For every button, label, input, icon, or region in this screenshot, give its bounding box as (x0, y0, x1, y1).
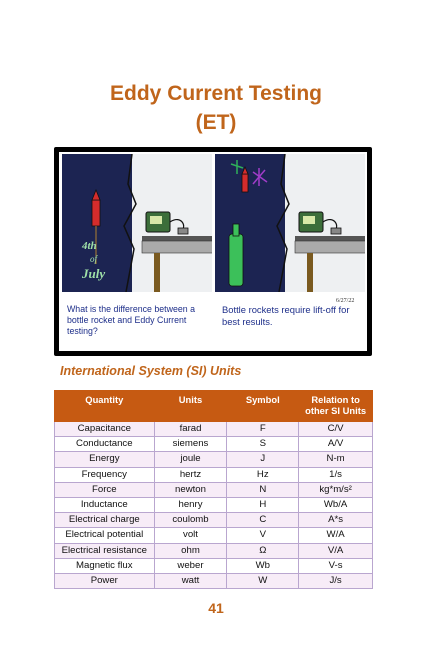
comic-panel-1 (62, 154, 212, 292)
cell-relation: N-m (299, 452, 373, 467)
cell-symbol: S (227, 437, 299, 452)
table-row (55, 558, 373, 573)
cell-symbol: Wb (227, 558, 299, 573)
cell-unit: joule (154, 452, 227, 467)
table-row (55, 422, 373, 437)
panel-2-caption: Bottle rockets require lift-off for best results. (222, 304, 350, 327)
cell-quantity: Frequency (55, 467, 155, 482)
cell-symbol: H (227, 497, 299, 512)
cell-unit: weber (154, 558, 227, 573)
table-row (55, 513, 373, 528)
cell-symbol: Hz (227, 467, 299, 482)
cell-relation: 1/s (299, 467, 373, 482)
cell-unit: siemens (154, 437, 227, 452)
comic-strip (54, 147, 372, 356)
cell-relation: V/A (299, 543, 373, 558)
cell-symbol: C (227, 513, 299, 528)
bottle-icon (229, 224, 243, 286)
table-row (55, 482, 373, 497)
cell-quantity: Electrical potential (55, 528, 155, 543)
page-subtitle: (ET) (195, 111, 237, 134)
cell-quantity: Electrical charge (55, 513, 155, 528)
table-header-row (55, 391, 373, 422)
header-units: Units (154, 391, 227, 422)
bottle-rocket-icon (92, 190, 100, 264)
svg-text:of: of (90, 254, 98, 264)
header-quantity: Quantity (55, 391, 155, 422)
table-row (55, 543, 373, 558)
cell-unit: watt (154, 573, 227, 588)
cell-unit: newton (154, 482, 227, 497)
page-title: Eddy Current Testing (110, 82, 322, 105)
cell-quantity: Magnetic flux (55, 558, 155, 573)
cell-symbol: F (227, 422, 299, 437)
cell-relation: J/s (299, 573, 373, 588)
cell-symbol: N (227, 482, 299, 497)
panel-2-illustration (215, 154, 365, 292)
cell-unit: coulomb (154, 513, 227, 528)
table-row (55, 528, 373, 543)
cell-unit: henry (154, 497, 227, 512)
cell-unit: volt (154, 528, 227, 543)
cell-symbol: Ω (227, 543, 299, 558)
firework-burst-icon (231, 160, 267, 192)
table-row (55, 452, 373, 467)
cell-relation: C/V (299, 422, 373, 437)
cell-quantity: Energy (55, 452, 155, 467)
panel-1-illustration (62, 154, 212, 292)
table-row (55, 467, 373, 482)
page-number: 41 (208, 600, 224, 616)
cell-quantity: Conductance (55, 437, 155, 452)
svg-text:4th: 4th (82, 240, 97, 252)
cell-symbol: V (227, 528, 299, 543)
cell-symbol: W (227, 573, 299, 588)
comic-date: 6/27/22 (336, 298, 355, 304)
panel-1-caption: What is the difference between a bottle rocket and Eddy Current testing? (67, 304, 195, 336)
cell-relation: A*s (299, 513, 373, 528)
table-row (55, 573, 373, 588)
header-relation: Relation to other SI Units (299, 391, 373, 422)
cell-quantity: Inductance (55, 497, 155, 512)
cell-quantity: Electrical resistance (55, 543, 155, 558)
cell-unit: hertz (154, 467, 227, 482)
cell-relation: Wb/A (299, 497, 373, 512)
cell-symbol: J (227, 452, 299, 467)
table-row (55, 437, 373, 452)
header-symbol: Symbol (227, 391, 299, 422)
comic-panel-2 (215, 154, 365, 292)
cell-quantity: Capacitance (55, 422, 155, 437)
cell-unit: ohm (154, 543, 227, 558)
cell-relation: W/A (299, 528, 373, 543)
cell-quantity: Force (55, 482, 155, 497)
cell-relation: A/V (299, 437, 373, 452)
cell-unit: farad (154, 422, 227, 437)
svg-text:July: July (82, 266, 106, 281)
table-row (55, 497, 373, 512)
si-units-table (54, 390, 373, 589)
cell-relation: kg*m/s² (299, 482, 373, 497)
section-heading: International System (SI) Units (60, 364, 242, 378)
cell-quantity: Power (55, 573, 155, 588)
cell-relation: V-s (299, 558, 373, 573)
